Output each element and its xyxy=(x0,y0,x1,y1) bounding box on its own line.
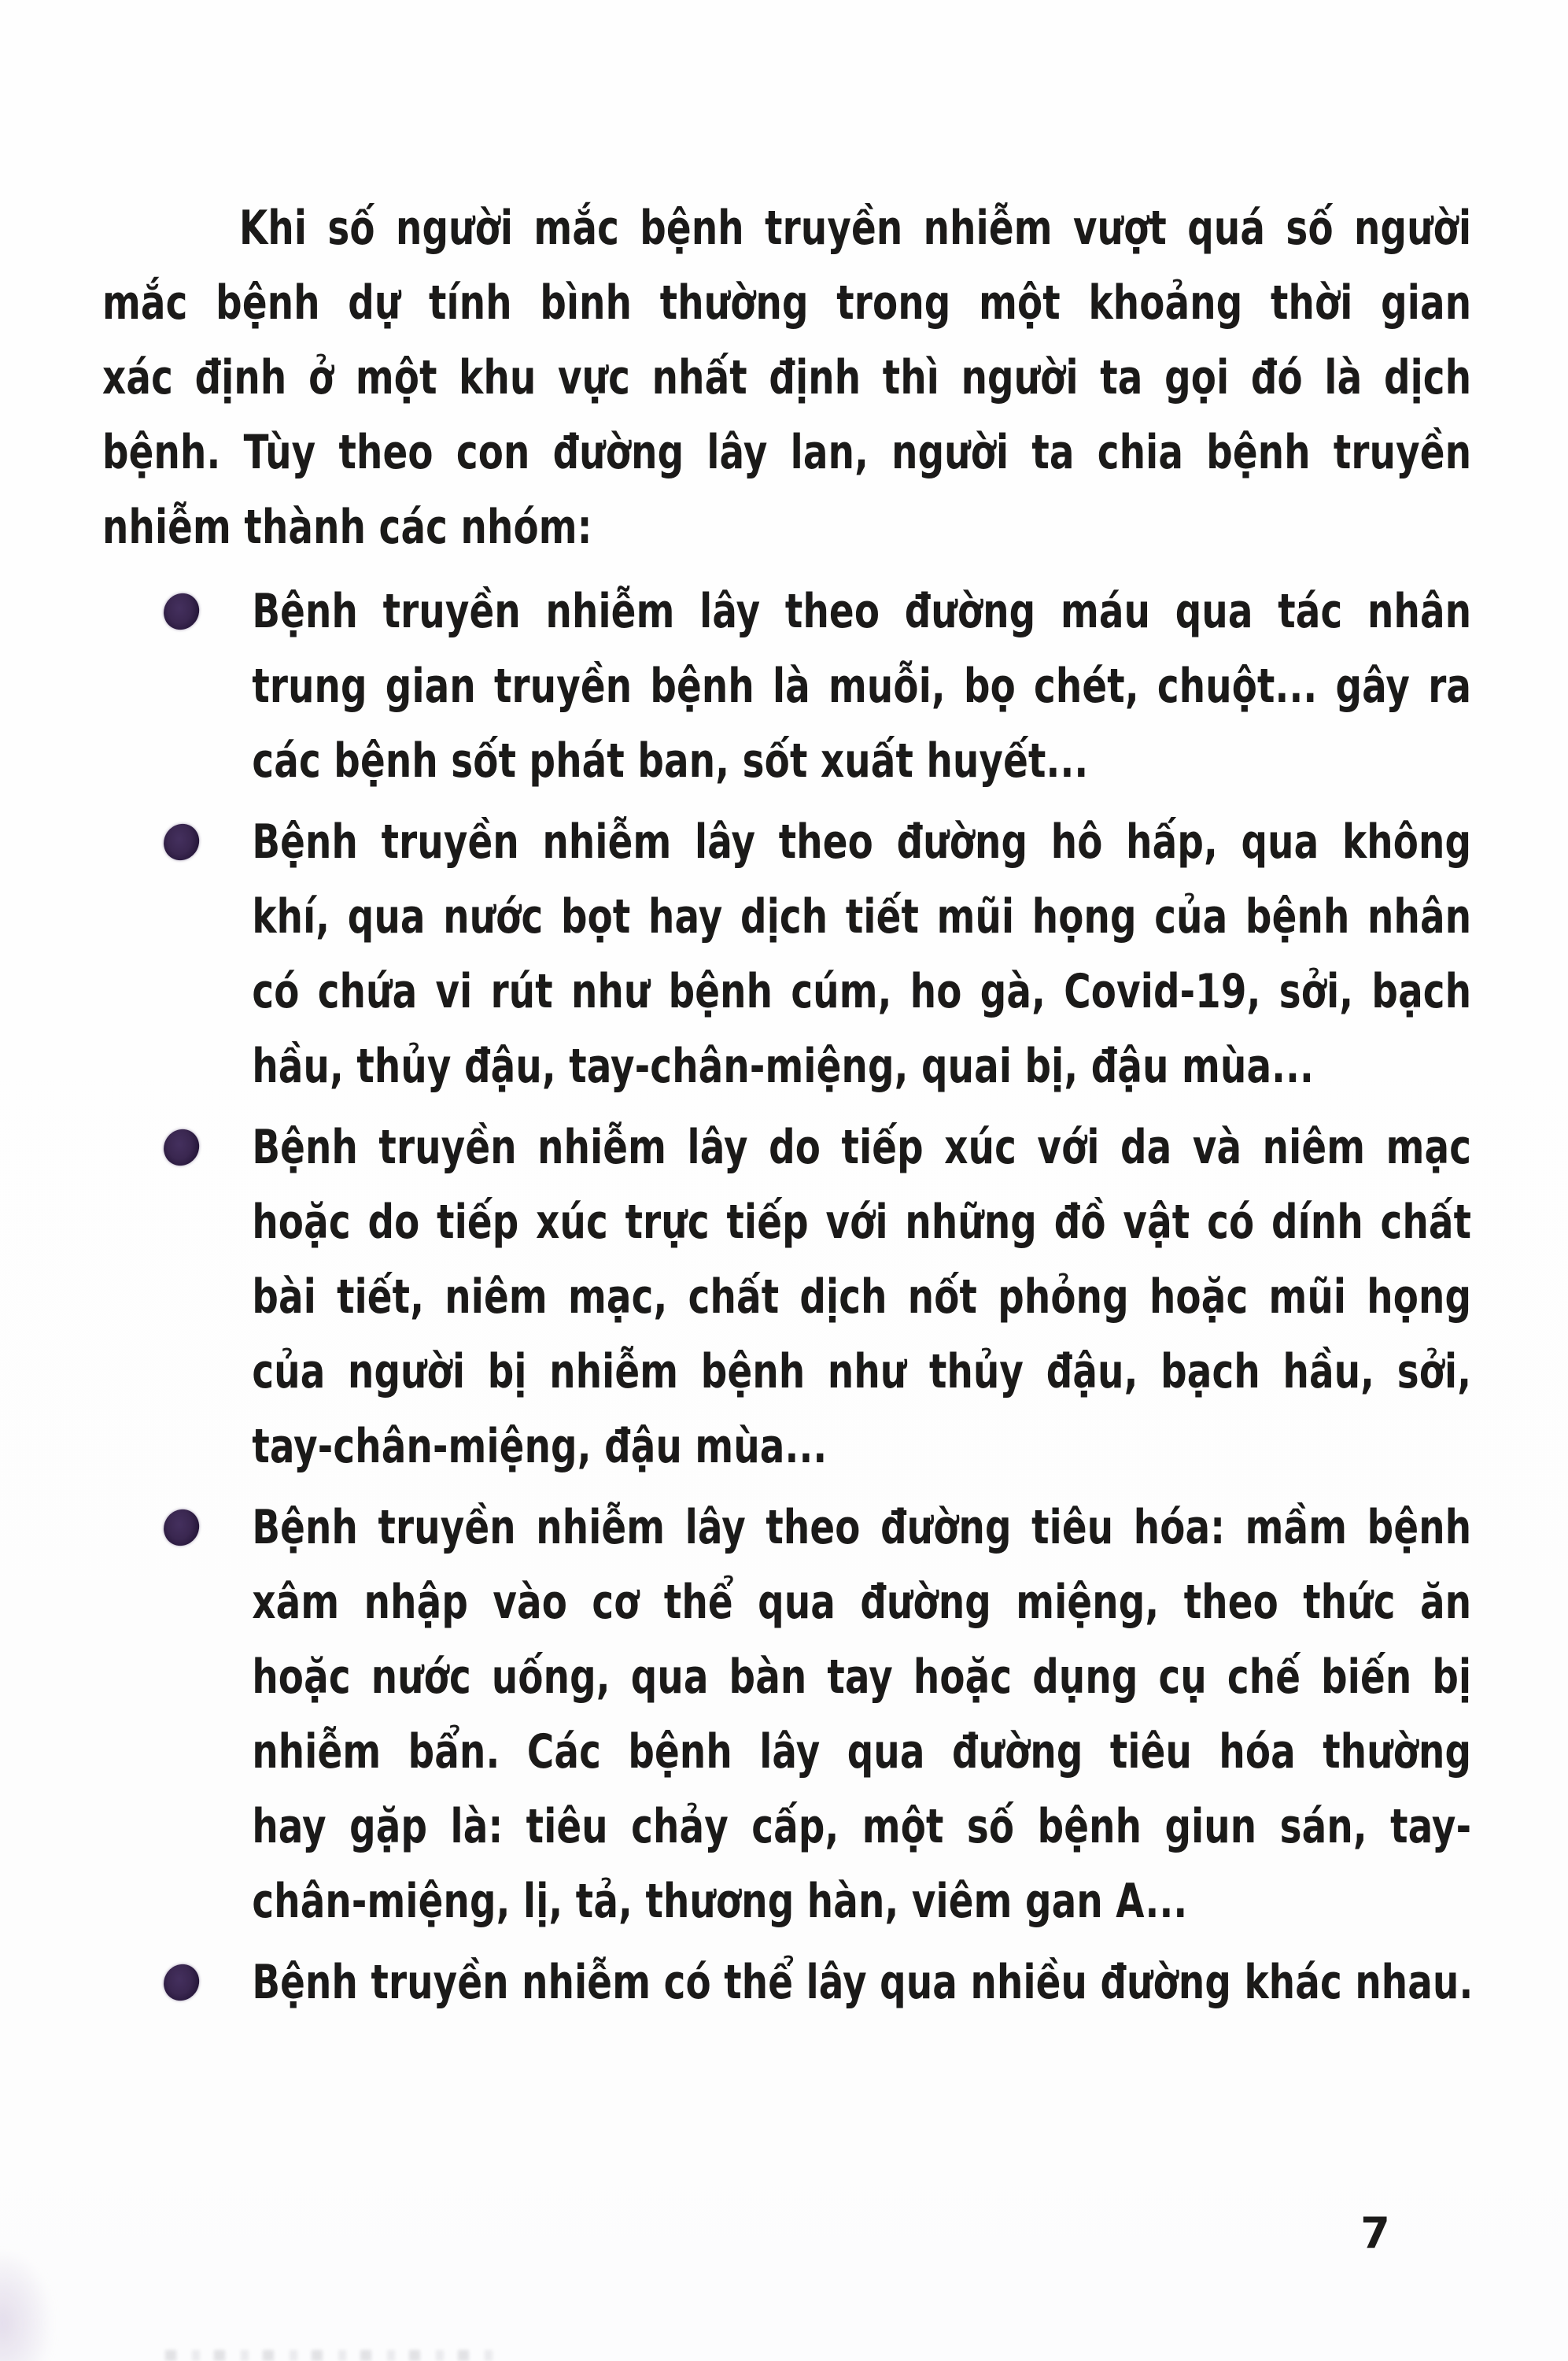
bullet-circle-icon xyxy=(162,821,201,863)
bullet-line: hoặc nước uống, qua bàn tay hoặc dụng cụ chế biến bị xyxy=(252,1650,1472,1705)
bullet-line: có chứa vi rút như bệnh cúm, ho gà, Covid-19, sởi, bạch xyxy=(252,964,1472,1019)
bullet-line: xâm nhập vào cơ thể qua đường miệng, theo thức ăn xyxy=(252,1575,1472,1630)
bullet-line: của người bị nhiễm bệnh như thủy đậu, bạch hầu, sởi, xyxy=(252,1344,1472,1399)
bullet-text xyxy=(252,805,1471,1104)
bullet-line: các bệnh sốt phát ban, sốt xuất huyết... xyxy=(252,733,1089,789)
bullet-circle-icon xyxy=(162,590,201,633)
bullet-circle-icon xyxy=(162,1506,201,1549)
bullet-line: tay-chân-miệng, đậu mùa... xyxy=(252,1419,828,1474)
bullet-line: Bệnh truyền nhiễm có thể lây qua nhiều đường khác nhau. xyxy=(252,1955,1474,2010)
bullet-line: chân-miệng, lị, tả, thương hàn, viêm gan A... xyxy=(252,1874,1188,1929)
bullet-item-multiple-routes xyxy=(102,1945,1474,2020)
bullet-text xyxy=(252,1945,1474,2020)
bullet-line: hoặc do tiếp xúc trực tiếp với những đồ vật có dính chất xyxy=(252,1195,1472,1250)
page-content xyxy=(102,191,1474,2020)
bullet-item-digestive-route xyxy=(102,1491,1471,1939)
scan-edge-smear xyxy=(0,2252,50,2361)
paragraph-line: xác định ở một khu vực nhất định thì người ta gọi đó là dịch xyxy=(102,350,1472,405)
bullet-line: Bệnh truyền nhiễm lây do tiếp xúc với da và niêm mạc xyxy=(252,1120,1472,1175)
bullet-line: hầu, thủy đậu, tay-chân-miệng, quai bị, đậu mùa... xyxy=(252,1039,1314,1094)
bullet-line: Bệnh truyền nhiễm lây theo đường hô hấp, qua không xyxy=(252,815,1472,870)
bullet-circle-icon xyxy=(162,1961,201,2004)
bullet-line: khí, qua nước bọt hay dịch tiết mũi họng của bệnh nhân xyxy=(252,889,1472,944)
bullet-item-blood-route xyxy=(102,575,1471,799)
bullet-line: Bệnh truyền nhiễm lây theo đường tiêu hóa: mầm bệnh xyxy=(252,1500,1472,1555)
bullet-circle-icon xyxy=(162,1126,201,1169)
bullet-item-respiratory-route xyxy=(102,805,1471,1104)
page-number: 7 xyxy=(1360,2208,1390,2258)
bullet-text xyxy=(252,1491,1471,1939)
paragraph-line: bệnh. Tùy theo con đường lây lan, người ta chia bệnh truyền xyxy=(102,425,1472,480)
paragraph-line: Khi số người mắc bệnh truyền nhiễm vượt quá số người xyxy=(238,201,1472,256)
paragraph-line: nhiễm thành các nhóm: xyxy=(102,500,592,555)
bullet-line: trung gian truyền bệnh là muỗi, bọ chét, chuột... gây ra xyxy=(252,659,1472,714)
bullet-line: hay gặp là: tiêu chảy cấp, một số bệnh giun sán, tay- xyxy=(252,1799,1472,1854)
bullet-item-contact-route xyxy=(102,1110,1471,1484)
paragraph-line: mắc bệnh dự tính bình thường trong một khoảng thời gian xyxy=(102,275,1472,331)
bullet-line: nhiễm bẩn. Các bệnh lây qua đường tiêu hóa thường xyxy=(252,1724,1472,1779)
bullet-text xyxy=(252,575,1471,799)
bullet-line: bài tiết, niêm mạc, chất dịch nốt phỏng hoặc mũi họng xyxy=(252,1269,1472,1325)
bullet-line: Bệnh truyền nhiễm lây theo đường máu qua tác nhân xyxy=(252,584,1472,639)
scan-bottom-artifacts xyxy=(165,2350,504,2361)
intro-paragraph xyxy=(102,191,1471,565)
bullet-text xyxy=(252,1110,1471,1484)
